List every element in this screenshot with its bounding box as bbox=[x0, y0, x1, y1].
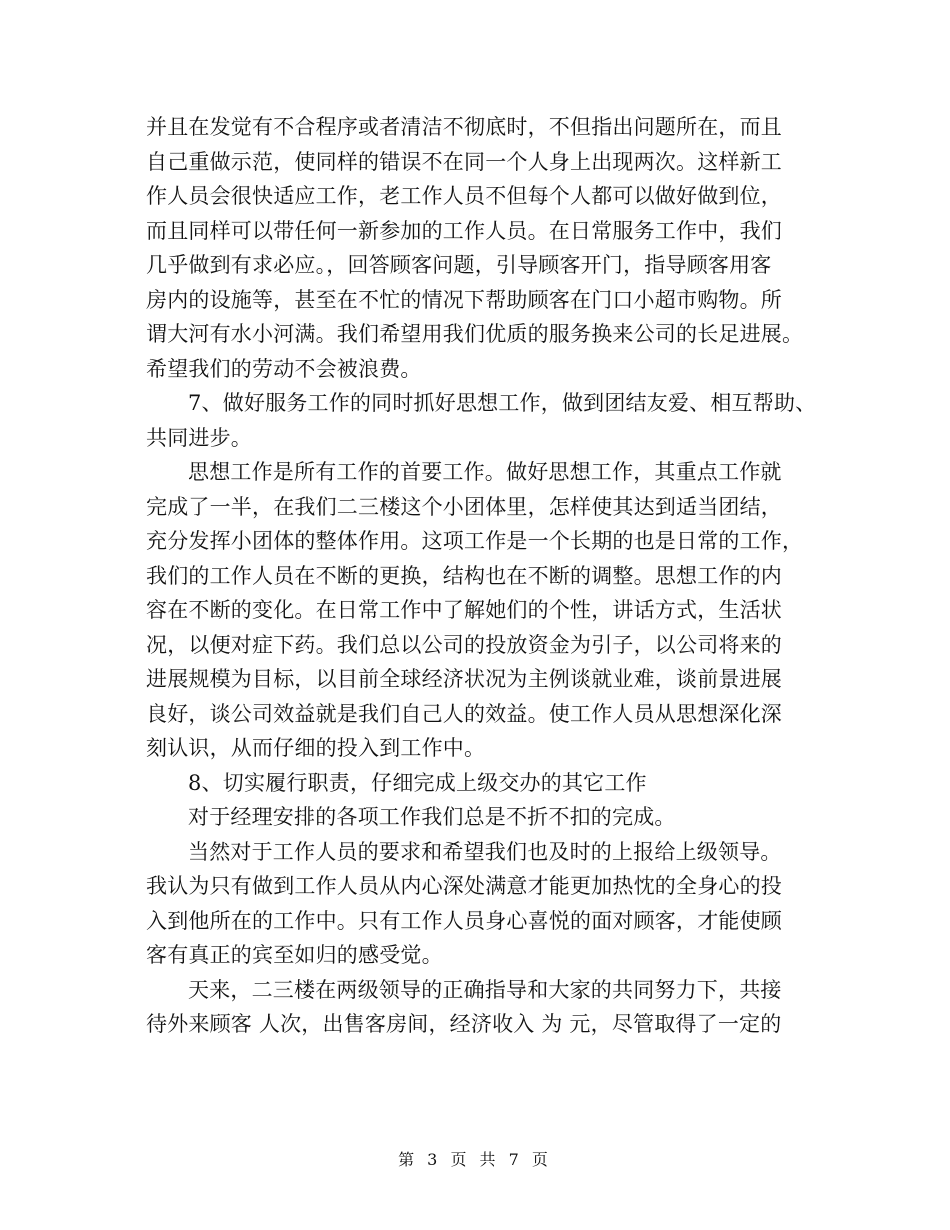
text-line: 谓大河有水小河满。我们希望用我们优质的服务换来公司的长足进展。 bbox=[146, 322, 804, 346]
text-line: 作人员会很快适应工作，老工作人员不但每个人都可以做好做到位， bbox=[146, 184, 782, 208]
paragraph-start: 思想工作是所有工作的首要工作。做好思想工作，其重点工作就 bbox=[188, 460, 782, 484]
text-line: 几乎做到有求必应。，回答顾客问题，引导顾客开门，指导顾客用客 bbox=[146, 253, 772, 277]
text-line: 良好，谈公司效益就是我们自己人的效益。使工作人员从思想深化深 bbox=[146, 701, 782, 726]
text-line: 希望我们的劳动不会被浪费。 bbox=[146, 356, 422, 381]
text-line: 刻认识，从而仔细的投入到工作中。 bbox=[146, 736, 486, 760]
text-line: 充分发挥小团体的整体作用。这项工作是一个长期的也是日常的工作， bbox=[146, 529, 804, 553]
text-line: 共同进步。 bbox=[146, 425, 252, 450]
paragraph-start: 对于经理安排的各项工作我们总是不折不扣的完成。 bbox=[188, 805, 676, 829]
text-line: 入到他所在的工作中。只有工作人员身心喜悦的面对顾客，才能使顾 bbox=[146, 908, 782, 933]
text-line: 并且在发觉有不合程序或者清洁不彻底时，不但指出问题所在，而且 bbox=[146, 115, 782, 139]
text-line: 自己重做示范，使同样的错误不在同一个人身上出现两次。这样新工 bbox=[146, 149, 782, 174]
text-line: 房内的设施等，甚至在不忙的情况下帮助顾客在门口小超市购物。所 bbox=[146, 287, 782, 312]
section-heading-7: 7、做好服务工作的同时抓好思想工作，做到团结友爱、相互帮助、 bbox=[188, 391, 817, 415]
section-heading-8: 8、切实履行职责，仔细完成上级交办的其它工作 bbox=[188, 770, 647, 795]
text-line: 待外来顾客 人次，出售客房间，经济收入 为 元，尽管取得了一定的 bbox=[146, 1012, 782, 1036]
text-line: 容在不断的变化。在日常工作中了解她们的个性，讲话方式，生活状 bbox=[146, 598, 782, 622]
text-line: 完成了一半，在我们二三楼这个小团体里，怎样使其达到适当团结， bbox=[146, 494, 782, 519]
page-number-footer: 第 3 页 共 7 页 bbox=[398, 1150, 552, 1169]
paragraph-start: 天来，二三楼在两级领导的正确指导和大家的共同努力下，共接 bbox=[188, 977, 782, 1002]
text-line: 进展规模为目标，以目前全球经济状况为主例谈就业难，谈前景进展 bbox=[146, 667, 782, 691]
text-line: 况，以便对症下药。我们总以公司的投放资金为引子，以公司将来的 bbox=[146, 632, 782, 657]
text-line: 而且同样可以带任何一新参加的工作人员。在日常服务工作中，我们 bbox=[146, 218, 782, 243]
text-line: 我们的工作人员在不断的更换，结构也在不断的调整。思想工作的内 bbox=[146, 563, 782, 588]
text-line: 客有真正的宾至如归的感受觉。 bbox=[146, 943, 443, 967]
paragraph-start: 当然对于工作人员的要求和希望我们也及时的上报给上级领导。 bbox=[188, 839, 782, 864]
text-line: 我认为只有做到工作人员从内心深处满意才能更加热忱的全身心的投 bbox=[146, 874, 782, 898]
